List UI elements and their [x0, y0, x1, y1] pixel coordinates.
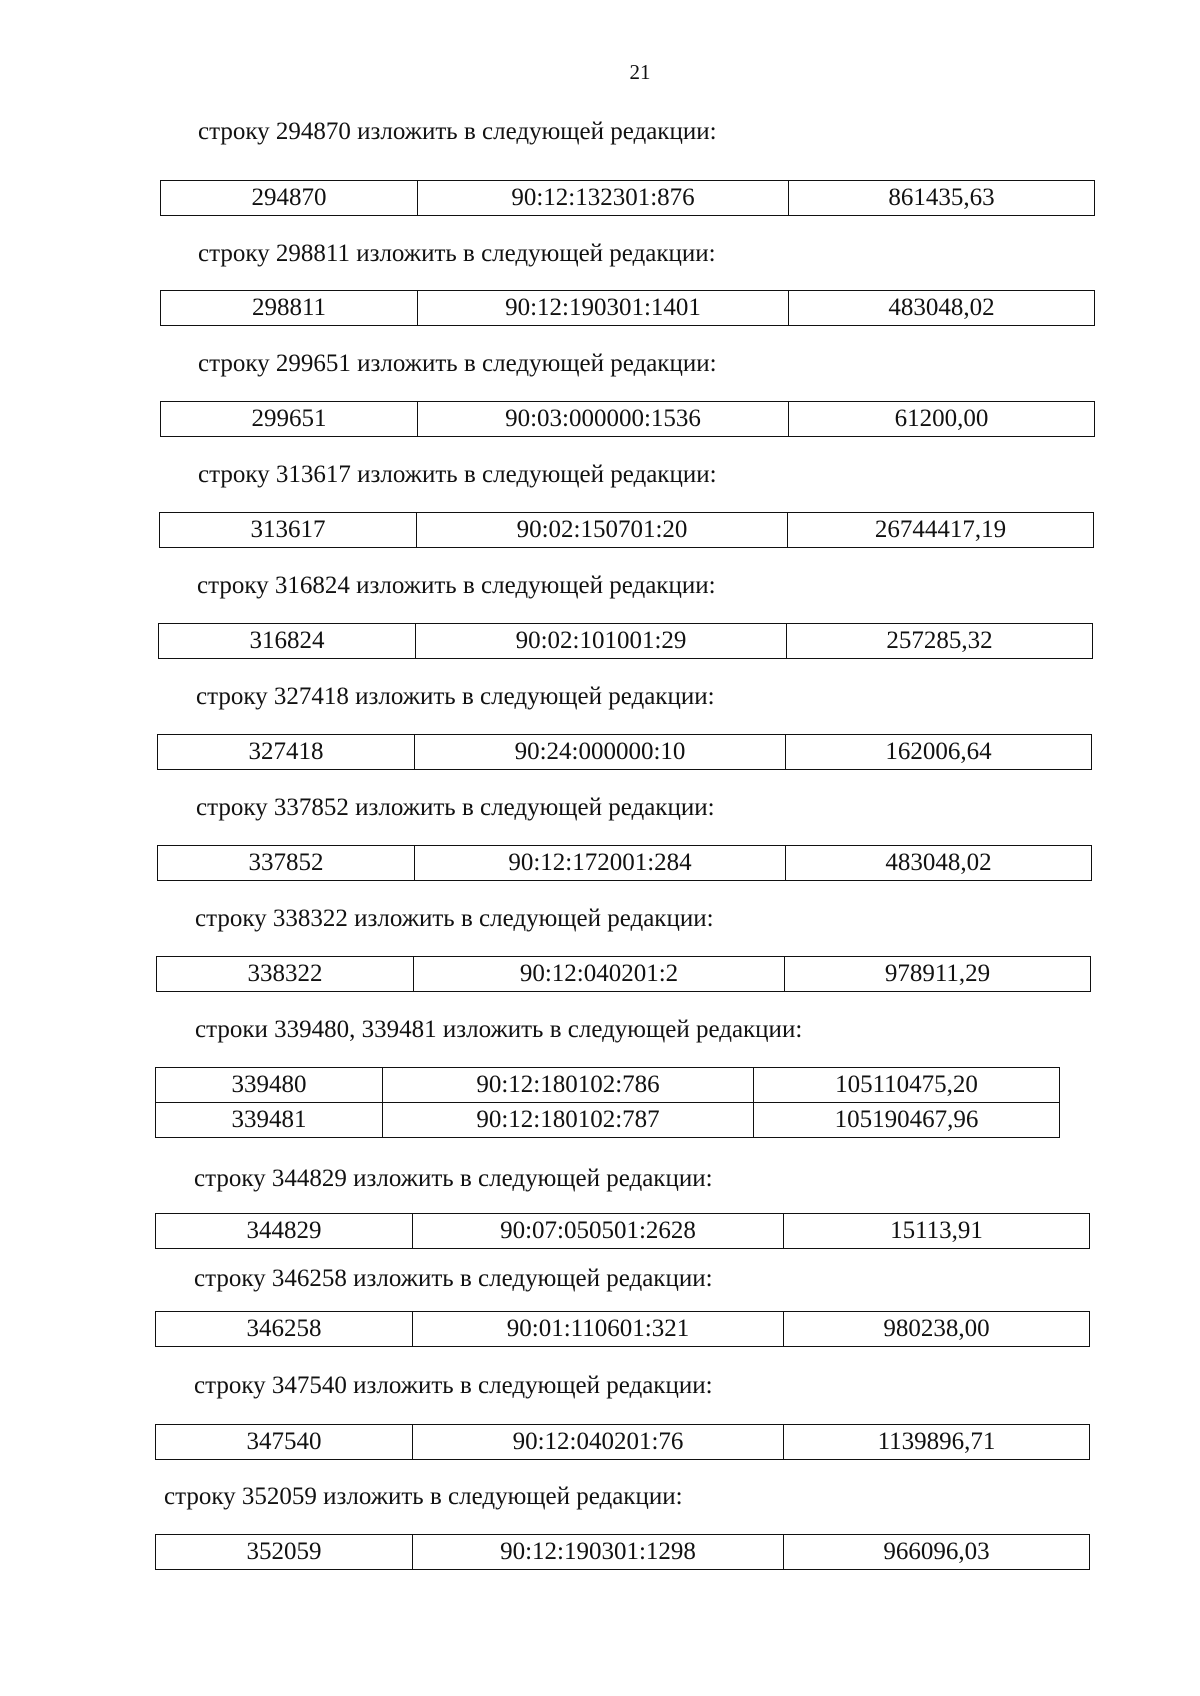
block-intro: строку 298811 изложить в следующей редакции:	[198, 240, 716, 267]
block-intro: строку 313617 изложить в следующей редакции:	[198, 461, 717, 488]
row-number-cell: 346258	[156, 1312, 413, 1347]
cadastral-number-cell: 90:12:040201:2	[414, 957, 785, 992]
entry-table	[155, 1213, 1090, 1249]
block-intro: строку 294870 изложить в следующей редакции:	[198, 118, 717, 145]
entry-table	[156, 956, 1091, 992]
row-number-cell: 344829	[156, 1214, 413, 1249]
row-number-cell: 299651	[161, 402, 418, 437]
value-cell: 978911,29	[785, 957, 1091, 992]
table-row	[156, 1214, 1090, 1249]
block-intro: строку 299651 изложить в следующей редакции:	[198, 350, 717, 377]
table-row	[156, 1312, 1090, 1347]
table-row	[156, 1535, 1090, 1570]
block-intro: строку 327418 изложить в следующей редакции:	[196, 683, 715, 710]
value-cell: 105190467,96	[754, 1103, 1060, 1138]
value-cell: 483048,02	[786, 846, 1092, 881]
table-row	[161, 402, 1095, 437]
cadastral-number-cell: 90:12:172001:284	[415, 846, 786, 881]
entry-table	[155, 1424, 1090, 1460]
row-number-cell: 327418	[158, 735, 415, 770]
entry-table	[158, 623, 1093, 659]
value-cell: 966096,03	[784, 1535, 1090, 1570]
entry-table	[160, 290, 1095, 326]
cadastral-number-cell: 90:12:040201:76	[413, 1425, 784, 1460]
cadastral-number-cell: 90:07:050501:2628	[413, 1214, 784, 1249]
value-cell: 861435,63	[789, 181, 1095, 216]
value-cell: 61200,00	[789, 402, 1095, 437]
cadastral-number-cell: 90:12:132301:876	[418, 181, 789, 216]
block-intro: строки 339480, 339481 изложить в следующей редакции:	[195, 1016, 803, 1043]
entry-table	[157, 845, 1092, 881]
cadastral-number-cell: 90:12:180102:786	[383, 1068, 754, 1103]
row-number-cell: 339481	[156, 1103, 383, 1138]
value-cell: 483048,02	[789, 291, 1095, 326]
value-cell: 1139896,71	[784, 1425, 1090, 1460]
table-row	[156, 1103, 1060, 1138]
block-intro: строку 346258 изложить в следующей редакции:	[194, 1265, 713, 1292]
row-number-cell: 339480	[156, 1068, 383, 1103]
row-number-cell: 294870	[161, 181, 418, 216]
row-number-cell: 347540	[156, 1425, 413, 1460]
cadastral-number-cell: 90:12:180102:787	[383, 1103, 754, 1138]
entry-table	[157, 734, 1092, 770]
cadastral-number-cell: 90:12:190301:1298	[413, 1535, 784, 1570]
table-row	[159, 624, 1093, 659]
entry-table	[160, 401, 1095, 437]
block-intro: строку 352059 изложить в следующей редакции:	[164, 1483, 683, 1510]
row-number-cell: 298811	[161, 291, 418, 326]
block-intro: строку 344829 изложить в следующей редакции:	[194, 1165, 713, 1192]
row-number-cell: 338322	[157, 957, 414, 992]
row-number-cell: 352059	[156, 1535, 413, 1570]
value-cell: 980238,00	[784, 1312, 1090, 1347]
entry-table	[155, 1534, 1090, 1570]
table-row	[158, 846, 1092, 881]
table-row	[156, 1425, 1090, 1460]
cadastral-number-cell: 90:24:000000:10	[415, 735, 786, 770]
block-intro: строку 316824 изложить в следующей редакции:	[197, 572, 716, 599]
value-cell: 26744417,19	[788, 513, 1094, 548]
value-cell: 105110475,20	[754, 1068, 1060, 1103]
table-row	[157, 957, 1091, 992]
entry-table	[155, 1067, 1060, 1138]
table-row	[161, 181, 1095, 216]
value-cell: 15113,91	[784, 1214, 1090, 1249]
entry-table	[160, 180, 1095, 216]
page-number: 21	[629, 60, 651, 84]
value-cell: 162006,64	[786, 735, 1092, 770]
table-row	[161, 291, 1095, 326]
cadastral-number-cell: 90:02:150701:20	[417, 513, 788, 548]
value-cell: 257285,32	[787, 624, 1093, 659]
cadastral-number-cell: 90:03:000000:1536	[418, 402, 789, 437]
row-number-cell: 316824	[159, 624, 416, 659]
cadastral-number-cell: 90:01:110601:321	[413, 1312, 784, 1347]
block-intro: строку 338322 изложить в следующей редакции:	[195, 905, 714, 932]
row-number-cell: 313617	[160, 513, 417, 548]
table-row	[160, 513, 1094, 548]
block-intro: строку 347540 изложить в следующей редакции:	[194, 1372, 713, 1399]
entry-table	[155, 1311, 1090, 1347]
entry-table	[159, 512, 1094, 548]
row-number-cell: 337852	[158, 846, 415, 881]
table-row	[156, 1068, 1060, 1103]
table-row	[158, 735, 1092, 770]
cadastral-number-cell: 90:02:101001:29	[416, 624, 787, 659]
block-intro: строку 337852 изложить в следующей редакции:	[196, 794, 715, 821]
cadastral-number-cell: 90:12:190301:1401	[418, 291, 789, 326]
